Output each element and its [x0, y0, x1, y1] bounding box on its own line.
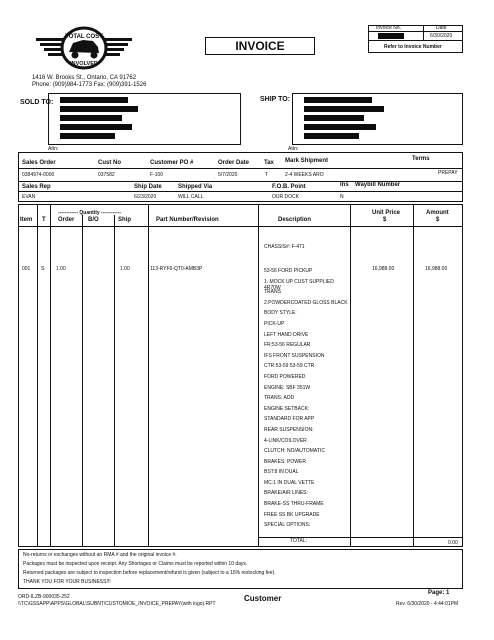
label-sales-rep: Sales Rep: [22, 184, 51, 190]
line-item-type: S: [41, 266, 45, 272]
invoice-no-label: Invoice No.: [376, 25, 402, 31]
invoice-title-box: [205, 37, 315, 55]
label-mark-shipment: Mark Shipment: [285, 158, 329, 164]
footer-note: Packages must be inspected upon receipt. Any Shortages or Claims must be reported within 10 days.: [23, 561, 248, 567]
col-part: Part Number/Revision: [156, 217, 219, 223]
chassis-line: CHASSIS#: F-471: [264, 244, 305, 250]
description-line: REAR SUSPENSION:: [264, 426, 314, 433]
description-line: 1. MOCK UP CUST SUPPLIED 4R70W: [264, 278, 334, 291]
col-amount-currency: $: [436, 217, 440, 223]
description-line: BODY STYLE:: [264, 310, 297, 317]
value-terms: PREPAY: [438, 170, 458, 176]
redacted-invoice-number: [378, 33, 404, 39]
value-ins: N: [340, 194, 344, 200]
col-description: Description: [278, 217, 312, 223]
col-type: T: [42, 217, 46, 223]
redacted-ship-to-line: [304, 97, 372, 103]
line-item-amount: 16,988.00: [425, 266, 448, 272]
description-line: ENGINE SETBACK:: [264, 405, 310, 412]
description-line: BRAKE-SS THRU-FRAME: [264, 501, 324, 508]
revision-timestamp: Rev. 6/30/2020 - 4:44:01PM: [396, 601, 459, 607]
redacted-sold-to-line: [60, 133, 115, 139]
description-line: MC:1 IN DUAL VETTE: [264, 479, 315, 486]
value-mark-shipment: 2-4 WEEKS ARO: [285, 172, 324, 178]
description-line: 2.POWDERCOATED GLOSS BLACK: [264, 299, 348, 306]
label-fob-point: F.O.B. Point: [272, 184, 306, 190]
footer-notes-box: [18, 549, 463, 589]
redacted-ship-to-line: [304, 106, 384, 112]
redacted-sold-to-line: [60, 124, 132, 130]
description-line: BRAKE/AIR LINES:: [264, 490, 308, 497]
line-item-number: 001: [22, 266, 31, 272]
redacted-ship-to-line: [304, 124, 376, 130]
label-waybill-number: Waybill Number: [355, 182, 401, 188]
col-bo: B/O: [88, 217, 99, 223]
total-label: TOTAL:: [290, 538, 308, 544]
line-item-unit-price: 16,988.00: [372, 266, 395, 272]
description-line: SPECIAL OPTIONS:: [264, 522, 311, 529]
description-line: ENGINE: SBF 351W: [264, 384, 311, 391]
description-line: BST:8 IN DUAL: [264, 469, 299, 476]
col-amount: Amount: [426, 210, 449, 216]
line-items-table: [18, 204, 463, 547]
invoice-title: INVOICE: [235, 39, 285, 53]
description-line: STANDARD FOR APP: [264, 416, 315, 423]
sold-to-attn-label: Attn:: [48, 146, 59, 152]
value-sales-order: 0384974-0000: [22, 172, 55, 178]
description-line: LEFT HAND DRIVE: [264, 331, 309, 338]
invoice-date-label: Date: [436, 25, 447, 31]
value-shipped-via: WILL CALL: [178, 194, 204, 200]
label-shipped-via: Shipped Via: [178, 184, 213, 190]
description-line: IFS FRONT SUSPENSION: [264, 352, 325, 359]
value-ship-date: 6/23/2020: [134, 194, 157, 200]
label-customer-po: Customer PO #: [150, 160, 194, 166]
company-phone: Phone: (909)984-1773 Fax: (909)391-1526: [32, 82, 147, 88]
label-ins: Ins: [340, 182, 349, 188]
line-item-ship-qty: 1.00: [120, 266, 130, 272]
value-fob-point: OUR DOCK: [272, 194, 299, 200]
line-item-order-qty: 1.00: [56, 266, 66, 272]
description-lines: [264, 268, 350, 533]
ship-to-attn-label: Attn:: [288, 146, 299, 152]
label-cust-no: Cust No: [98, 160, 121, 166]
col-quantity-group: ------------ Quantity ------------: [58, 210, 122, 216]
col-unit-price-currency: $: [383, 217, 387, 223]
label-order-date: Order Date: [218, 160, 250, 166]
value-cust-no: 037582: [98, 172, 115, 178]
col-order: Order: [58, 217, 75, 223]
description-line: CLUTCH: NO/AUTOMATIC: [264, 448, 325, 455]
report-code: ORD-ILZB-900035-252: [18, 594, 70, 600]
logo-emblem: [36, 26, 132, 74]
footer-note: No-returns or exchanges without an RMA # and the original invoice #.: [23, 552, 177, 558]
label-tax: Tax: [264, 160, 274, 166]
description-line: FREE SS BK UPGRADE: [264, 511, 320, 518]
company-logo: [36, 26, 132, 74]
line-item-part-number: 113-RYF6-QT0-AMB3P: [150, 266, 203, 272]
page-number: Page: 1: [428, 590, 450, 596]
description-line: 53-56 FORD PICKUP: [264, 268, 313, 274]
redacted-sold-to-line: [60, 106, 138, 112]
redacted-sold-to-line: [60, 115, 122, 121]
redacted-sold-to-line: [60, 97, 128, 103]
redacted-ship-to-line: [304, 115, 364, 121]
label-ship-date: Ship Date: [134, 184, 162, 190]
description-line: 4-LINK/COILOVER: [264, 437, 307, 444]
report-path: \\TC\GSSAPP\APPS\GLOBAL\SUBNT\CUSTOMIOE_INVOICE_PREPAY(with logo).RPT: [18, 601, 216, 607]
col-ship: Ship: [118, 217, 131, 223]
total-value: 0.00: [448, 540, 458, 546]
col-unit-price: Unit Price: [372, 210, 401, 216]
logo-text-bottom: INVOLVED: [70, 61, 98, 67]
copy-type: Customer: [244, 594, 282, 603]
label-sales-order: Sales Order: [22, 160, 56, 166]
description-line: FR:53-56 REGULAR: [264, 342, 311, 349]
refer-note: Refer to Invoice Number: [384, 44, 442, 50]
description-line: CTR:53-59 53-59 CTR: [264, 363, 315, 370]
logo-text-top: TOTAL COST: [65, 34, 103, 40]
footer-note: THANK YOU FOR YOUR BUSINESS!!!: [23, 579, 111, 585]
description-line: TRANS: AOD: [264, 395, 295, 402]
value-tax: T: [265, 172, 269, 178]
description-line: TRANS: [264, 289, 281, 296]
label-terms: Terms: [412, 156, 430, 162]
footer-note: Returned packages are subject to inspection before replacement/refund is given (subject to a 15% restocking fee).: [23, 570, 276, 576]
description-line: BRAKES: POWER: [264, 458, 306, 465]
value-customer-po: F-100: [150, 172, 164, 178]
redacted-ship-to-line: [304, 133, 359, 139]
company-address: 1416 W. Brooks St., Ontario, CA 91762: [32, 75, 137, 81]
value-order-date: 5/7/2020: [218, 172, 238, 178]
description-line: FORD POWERED: [264, 373, 306, 380]
invoice-date: 6/30/2020: [430, 33, 453, 39]
ship-to-label: SHIP TO:: [260, 96, 291, 103]
description-line: PICK-UP: [264, 320, 285, 327]
value-sales-rep: EVAN: [22, 194, 36, 200]
sold-to-label: SOLD TO:: [20, 99, 54, 106]
col-item: Item: [20, 217, 33, 223]
